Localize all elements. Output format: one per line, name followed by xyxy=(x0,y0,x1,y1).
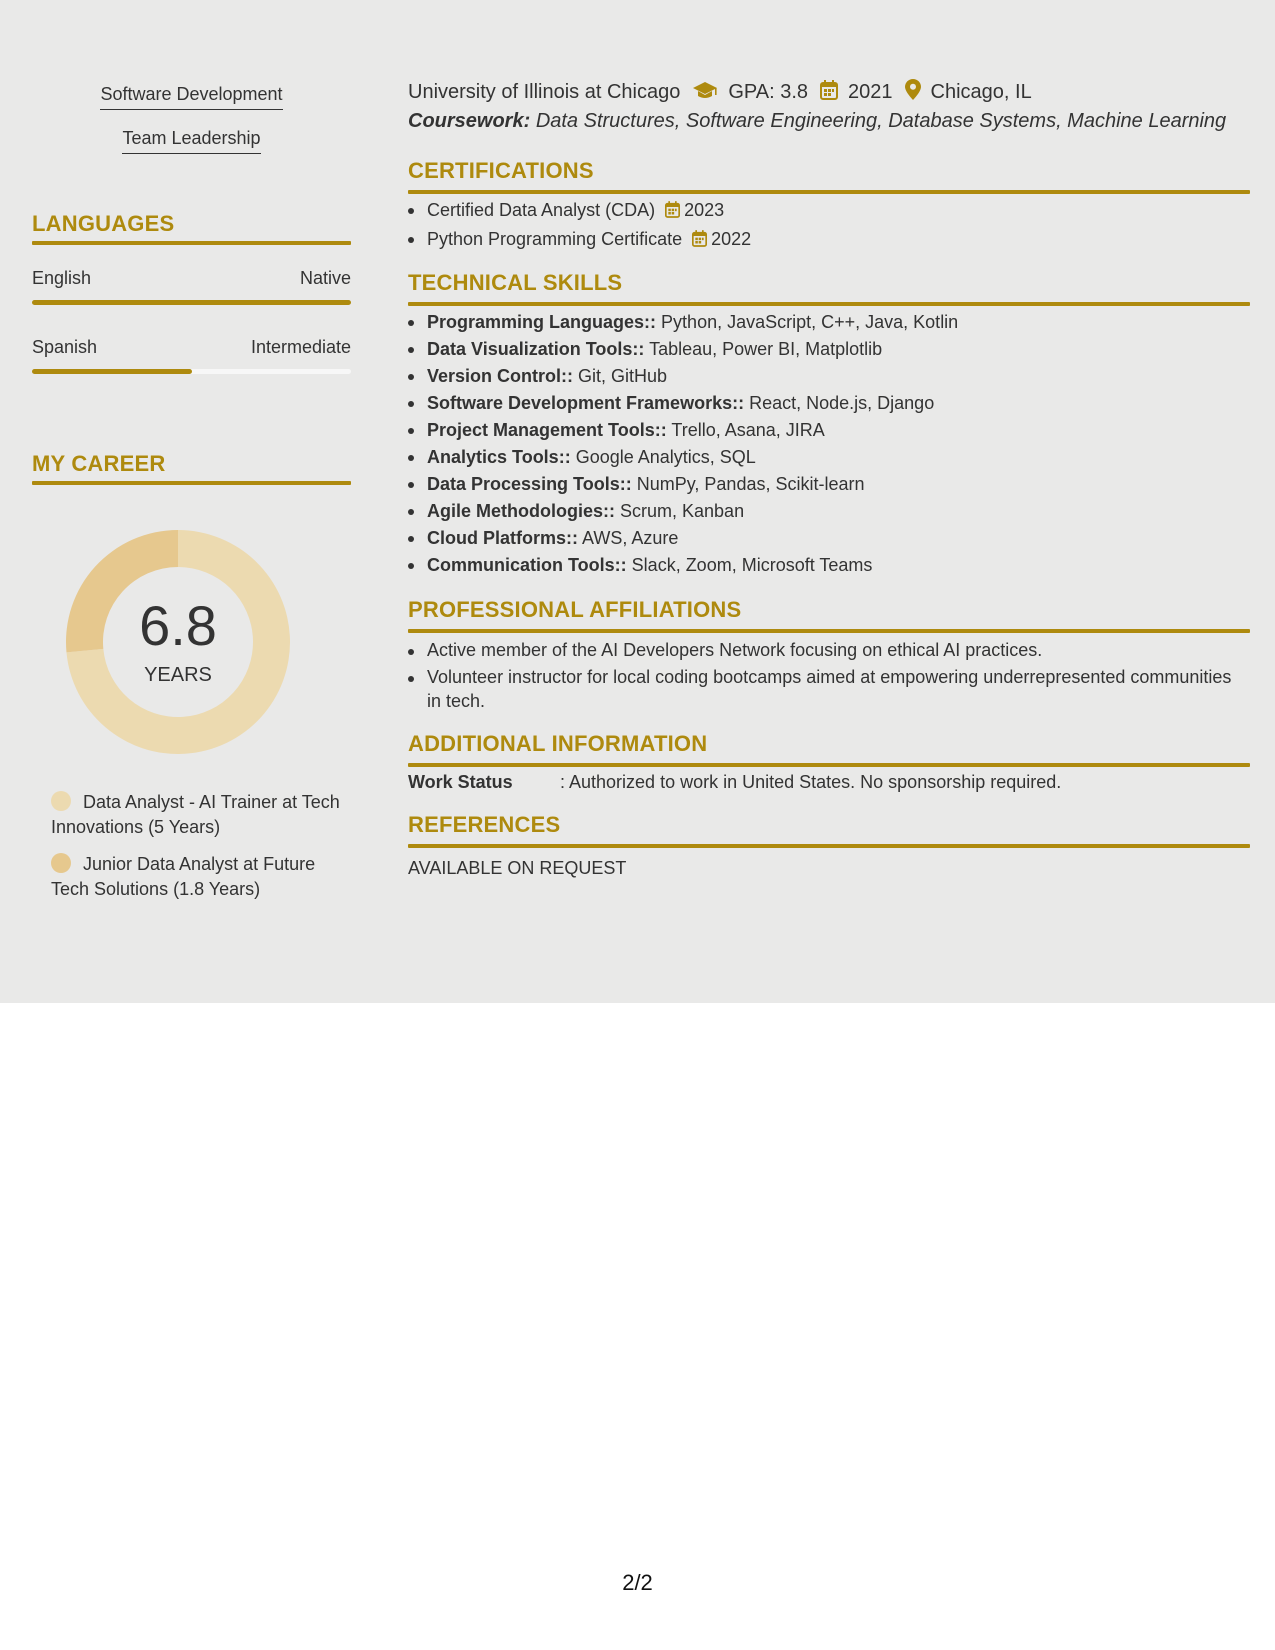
language-proficiency-bar xyxy=(32,369,351,374)
legend-dot xyxy=(51,791,71,811)
language-proficiency-fill xyxy=(32,369,192,374)
technical-skills-list xyxy=(408,309,1250,579)
references-heading: REFERENCES xyxy=(408,812,561,837)
list-item xyxy=(408,471,1250,498)
skill-category: Agile Methodologies:: xyxy=(427,501,615,521)
references-section xyxy=(408,812,1250,848)
language-proficiency-fill xyxy=(32,300,351,305)
calendar-icon xyxy=(665,199,680,226)
language-name: Spanish xyxy=(32,337,98,357)
skill-values: Slack, Zoom, Microsoft Teams xyxy=(631,555,873,575)
certification-name: Python Programming Certificate xyxy=(427,229,683,249)
career-heading: MY CAREER xyxy=(32,451,166,476)
language-level: Native xyxy=(299,268,351,288)
coursework xyxy=(408,110,1226,133)
skill-category: Version Control:: xyxy=(427,366,574,386)
affiliations-heading: PROFESSIONAL AFFILIATIONS xyxy=(408,597,742,622)
list-item xyxy=(408,444,1250,471)
section-divider xyxy=(408,302,1250,306)
certification-year: 2022 xyxy=(711,229,752,249)
section-divider xyxy=(408,844,1250,848)
skill-values: Trello, Asana, JIRA xyxy=(671,420,825,440)
list-item xyxy=(408,336,1250,363)
list-item: Active member of the AI Developers Network focusing on ethical AI practices. xyxy=(408,638,1250,662)
list-item xyxy=(408,417,1250,444)
skill-values: Python, JavaScript, C++, Java, Kotlin xyxy=(661,312,959,332)
work-status-label: Work Status xyxy=(408,772,513,792)
skill-values: Git, GitHub xyxy=(578,366,668,386)
skill-values: Scrum, Kanban xyxy=(620,501,745,521)
list-item xyxy=(408,525,1250,552)
graduation-cap-icon xyxy=(692,80,718,106)
affiliations-list xyxy=(408,638,1250,716)
section-divider xyxy=(32,241,351,245)
section-divider xyxy=(408,629,1250,633)
skill-category: Project Management Tools:: xyxy=(427,420,667,440)
legend-label: Data Analyst - AI Trainer at Tech Innovations (5 Years) xyxy=(51,792,340,837)
work-status-value: : Authorized to work in United States. No sponsorship required. xyxy=(560,772,1062,792)
skill-values: Tableau, Power BI, Matplotlib xyxy=(649,339,883,359)
list-item xyxy=(408,309,1250,336)
skill-values: NumPy, Pandas, Scikit-learn xyxy=(636,474,865,494)
languages-heading: LANGUAGES xyxy=(32,211,175,236)
calendar-icon xyxy=(820,80,838,106)
skill-values: AWS, Azure xyxy=(582,528,679,548)
skill-category: Cloud Platforms:: xyxy=(427,528,578,548)
certifications-list xyxy=(408,197,1250,255)
skill-tags xyxy=(32,84,351,172)
career-total-unit: YEARS xyxy=(144,664,212,686)
list-item xyxy=(408,226,1250,255)
list-item xyxy=(408,498,1250,525)
certification-year: 2023 xyxy=(684,200,725,220)
certifications-heading: CERTIFICATIONS xyxy=(408,158,594,183)
certifications-section xyxy=(408,158,1250,194)
legend-dot xyxy=(51,853,71,873)
calendar-icon xyxy=(692,228,707,255)
work-status xyxy=(408,772,1061,793)
language-name: English xyxy=(32,268,92,288)
career-legend-item xyxy=(51,852,341,902)
skill-tag: Team Leadership xyxy=(122,128,260,154)
list-item: Volunteer instructor for local coding bootcamps aimed at empowering underrepresented communities in tech. xyxy=(408,665,1250,713)
gpa: GPA: 3.8 xyxy=(728,81,809,103)
list-item xyxy=(408,390,1250,417)
education-line xyxy=(408,79,1032,106)
additional-info-heading: ADDITIONAL INFORMATION xyxy=(408,731,708,756)
career-total-years: 6.8 xyxy=(139,594,217,657)
school-name: University of Illinois at Chicago xyxy=(408,81,681,103)
technical-skills-section xyxy=(408,270,1250,306)
skill-category: Programming Languages:: xyxy=(427,312,657,332)
graduation-year: 2021 xyxy=(848,81,893,103)
section-divider xyxy=(32,481,351,485)
additional-info-section xyxy=(408,731,1250,767)
coursework-list: Data Structures, Software Engineering, Database Systems, Machine Learning xyxy=(535,110,1227,132)
section-divider xyxy=(408,763,1250,767)
list-item xyxy=(408,552,1250,579)
location: Chicago, IL xyxy=(930,81,1032,103)
skill-category: Data Visualization Tools:: xyxy=(427,339,645,359)
section-divider xyxy=(408,190,1250,194)
list-item xyxy=(408,197,1250,226)
skill-category: Software Development Frameworks:: xyxy=(427,393,745,413)
skill-category: Data Processing Tools:: xyxy=(427,474,632,494)
affiliations-section xyxy=(408,597,1250,633)
skill-values: React, Node.js, Django xyxy=(749,393,935,413)
career-legend-item xyxy=(51,790,341,840)
skill-tag: Software Development xyxy=(100,84,282,110)
technical-skills-heading: TECHNICAL SKILLS xyxy=(408,270,623,295)
certification-name: Certified Data Analyst (CDA) xyxy=(427,200,656,220)
skill-values: Google Analytics, SQL xyxy=(575,447,756,467)
coursework-label: Coursework: xyxy=(408,110,531,132)
legend-label: Junior Data Analyst at Future Tech Solutions (1.8 Years) xyxy=(51,854,316,899)
references-text: AVAILABLE ON REQUEST xyxy=(408,858,627,878)
page-number: 2/2 xyxy=(622,1570,653,1595)
skill-category: Analytics Tools:: xyxy=(427,447,571,467)
skill-category: Communication Tools:: xyxy=(427,555,627,575)
language-proficiency-bar xyxy=(32,300,351,305)
list-item xyxy=(408,363,1250,390)
location-pin-icon xyxy=(905,79,921,106)
language-level: Intermediate xyxy=(250,337,351,357)
